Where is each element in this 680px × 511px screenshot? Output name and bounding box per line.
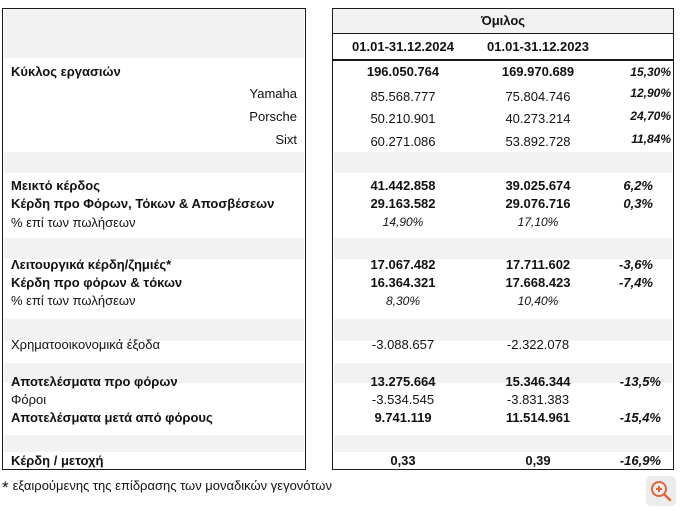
label-gross-profit: Μεικτό κέρδος (11, 178, 100, 193)
finance-costs-2024: -3.088.657 (371, 337, 435, 352)
footnote (2, 478, 332, 498)
operating-change: -3,6% (619, 257, 653, 272)
label-turnover: Κύκλος εργασιών (11, 64, 121, 79)
period-header (333, 34, 673, 61)
ebt-interest-pct-2024: 8,30% (385, 294, 421, 308)
label-sixt: Sixt (275, 132, 297, 147)
sixt-2023: 53.892.728 (505, 134, 571, 149)
label-porsche: Porsche (249, 109, 297, 124)
porsche-2024: 50.210.901 (370, 111, 436, 126)
label-ebitda: Κέρδη προ Φόρων, Τόκων & Αποσβέσεων (11, 196, 275, 211)
pretax-change: -13,5% (619, 374, 661, 389)
eps-2024: 0,33 (390, 453, 416, 468)
pretax-2023: 15.346.344 (505, 374, 571, 389)
ebt-interest-2024: 16.364.321 (370, 275, 436, 290)
label-finance-costs: Χρηματοοικονομικά έξοδα (11, 337, 160, 352)
label-taxes: Φόροι (11, 392, 47, 407)
yamaha-2023: 75.804.746 (505, 89, 571, 104)
operating-2023: 17.711.602 (505, 257, 571, 272)
footnote-marker: * (2, 478, 9, 497)
porsche-change: 24,70% (630, 109, 671, 123)
ebitda-pct-2024: 14,90% (382, 215, 424, 229)
aftertax-2024: 9.741.119 (374, 410, 432, 425)
financial-table (2, 8, 676, 470)
porsche-2023: 40.273.214 (505, 111, 571, 126)
taxes-2024: -3.534.545 (371, 392, 435, 407)
turnover-2023: 169.970.689 (501, 64, 575, 79)
ebt-interest-2023: 17.668.423 (505, 275, 571, 290)
gross-profit-change: 6,2% (623, 178, 653, 193)
label-ebitda-pct: % επί των πωλήσεων (11, 215, 136, 230)
label-ebt-interest: Κέρδη προ φόρων & τόκων (11, 275, 183, 290)
turnover-change: 15,30% (630, 65, 671, 79)
ebt-interest-pct-2023: 10,40% (517, 294, 559, 308)
eps-change: -16,9% (619, 453, 661, 468)
aftertax-2023: 11.514.961 (505, 410, 571, 425)
group-header: Όμιλος (333, 9, 673, 34)
gross-profit-2024: 41.442.858 (370, 178, 436, 193)
period-2024: 01.01-31.12.2024 (352, 39, 454, 54)
yamaha-2024: 85.568.777 (370, 89, 436, 104)
label-pretax: Αποτελέσματα προ φόρων (11, 374, 178, 389)
label-ebt-interest-pct: % επί των πωλήσεων (11, 293, 136, 308)
footnote-text: εξαιρούμενης της επίδρασης των μοναδικών γεγονότων (12, 478, 332, 493)
label-aftertax: Αποτελέσματα μετά από φόρους (11, 410, 213, 425)
label-yamaha: Yamaha (249, 86, 297, 101)
gross-profit-2023: 39.025.674 (505, 178, 571, 193)
ebitda-pct-2023: 17,10% (517, 215, 559, 229)
yamaha-change: 12,90% (630, 86, 671, 100)
values-column (332, 8, 674, 470)
sixt-change: 11,84% (631, 132, 671, 146)
operating-2024: 17.067.482 (370, 257, 436, 272)
ebitda-change: 0,3% (623, 196, 653, 211)
zoom-button[interactable] (646, 476, 676, 506)
label-operating: Λειτουργικά κέρδη/ζημιές* (11, 257, 172, 272)
ebitda-2023: 29.076.716 (505, 196, 571, 211)
finance-costs-2023: -2.322.078 (506, 337, 570, 352)
aftertax-change: -15,4% (619, 410, 661, 425)
eps-2023: 0,39 (525, 453, 551, 468)
pretax-2024: 13.275.664 (370, 374, 436, 389)
ebt-interest-change: -7,4% (619, 275, 653, 290)
taxes-2023: -3.831.383 (506, 392, 570, 407)
labels-column (2, 8, 306, 470)
period-2023: 01.01-31.12.2023 (487, 39, 589, 54)
sixt-2024: 60.271.086 (370, 134, 436, 149)
label-eps: Κέρδη / μετοχή (11, 453, 104, 468)
turnover-2024: 196.050.764 (366, 64, 440, 79)
zoom-in-icon (646, 476, 676, 506)
ebitda-2024: 29.163.582 (370, 196, 436, 211)
